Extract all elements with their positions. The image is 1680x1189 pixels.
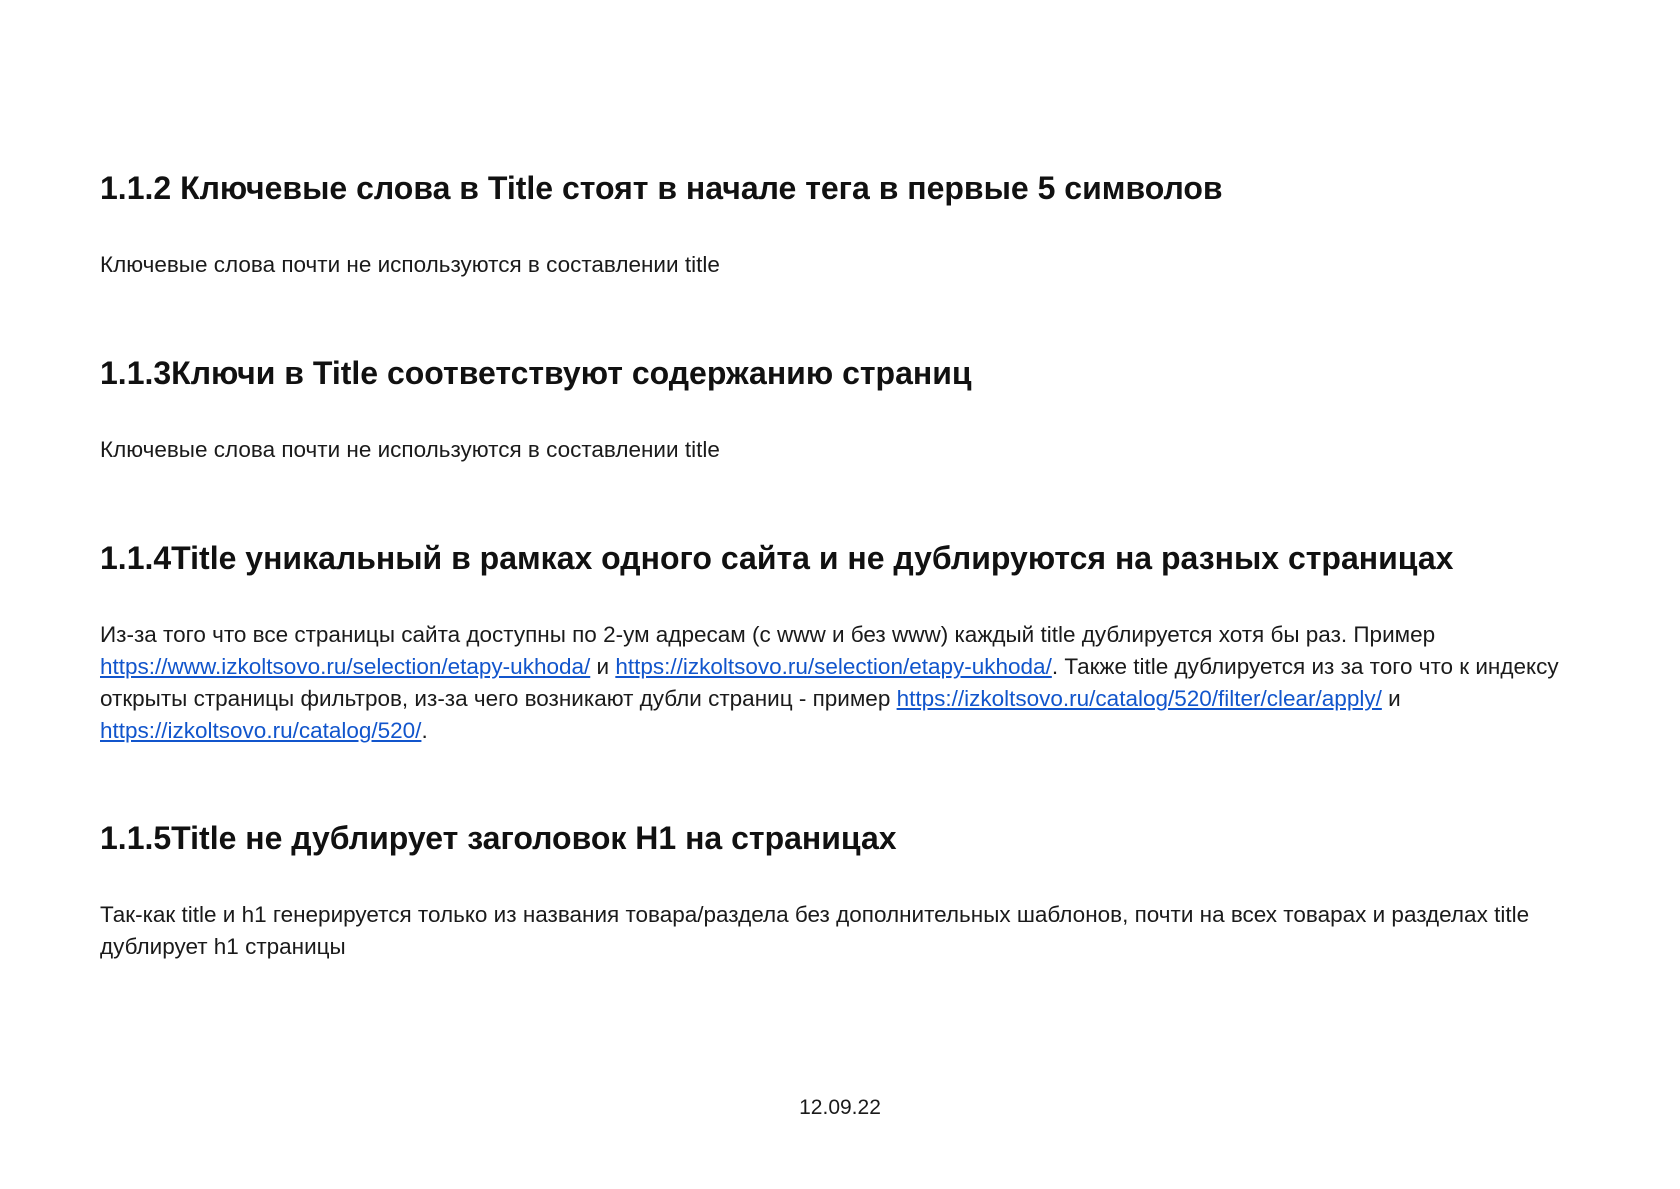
- section-paragraph: Так-как title и h1 генерируется только из названия товара/раздела без дополнительных шаблонов, почти на всех товарах и разделах title дублирует h1 страницы: [100, 902, 1530, 959]
- section-heading: 1.1.4Title уникальный в рамках одного сайта и не дублируются на разных страницах: [100, 540, 1454, 576]
- section-1-1-5: [100, 818, 1580, 963]
- paragraph-text: Из-за того что все страницы сайта доступны по 2-ум адресам (с www и без www) каждый title дублируется хотя бы раз. Пример: [100, 622, 1436, 647]
- section-paragraph: [100, 619, 1580, 747]
- section-1-1-3: [100, 353, 1580, 466]
- section-heading: 1.1.2 Ключевые слова в Title стоят в начале тега в первые 5 символов: [100, 170, 1223, 206]
- paragraph-text: и: [590, 654, 616, 679]
- link-www-etapy-ukhoda[interactable]: https://www.izkoltsovo.ru/selection/etapy-ukhoda/: [100, 654, 591, 679]
- link-catalog-filter[interactable]: https://izkoltsovo.ru/catalog/520/filter/clear/apply/: [896, 686, 1382, 711]
- section-paragraph: Ключевые слова почти не используются в составлении title: [100, 437, 720, 462]
- section-heading: 1.1.3Ключи в Title соответствуют содержанию страниц: [100, 355, 972, 391]
- footer-date: 12.09.22: [799, 1096, 881, 1119]
- paragraph-text: .: [421, 718, 428, 743]
- section-paragraph: Ключевые слова почти не используются в составлении title: [100, 252, 720, 277]
- section-heading: 1.1.5Title не дублирует заголовок H1 на страницах: [100, 820, 897, 856]
- section-1-1-2: [100, 168, 1580, 281]
- document-page: [100, 0, 1580, 1189]
- paragraph-text: . Также title дублируется из за того что к индексу открыты страницы фильтров, из-за чего возникают дубли страниц - пример: [100, 654, 1559, 711]
- paragraph-text: и: [1381, 686, 1401, 711]
- section-1-1-4: [100, 538, 1580, 747]
- link-etapy-ukhoda[interactable]: https://izkoltsovo.ru/selection/etapy-ukhoda/: [615, 654, 1052, 679]
- link-catalog-520[interactable]: https://izkoltsovo.ru/catalog/520/: [100, 718, 422, 743]
